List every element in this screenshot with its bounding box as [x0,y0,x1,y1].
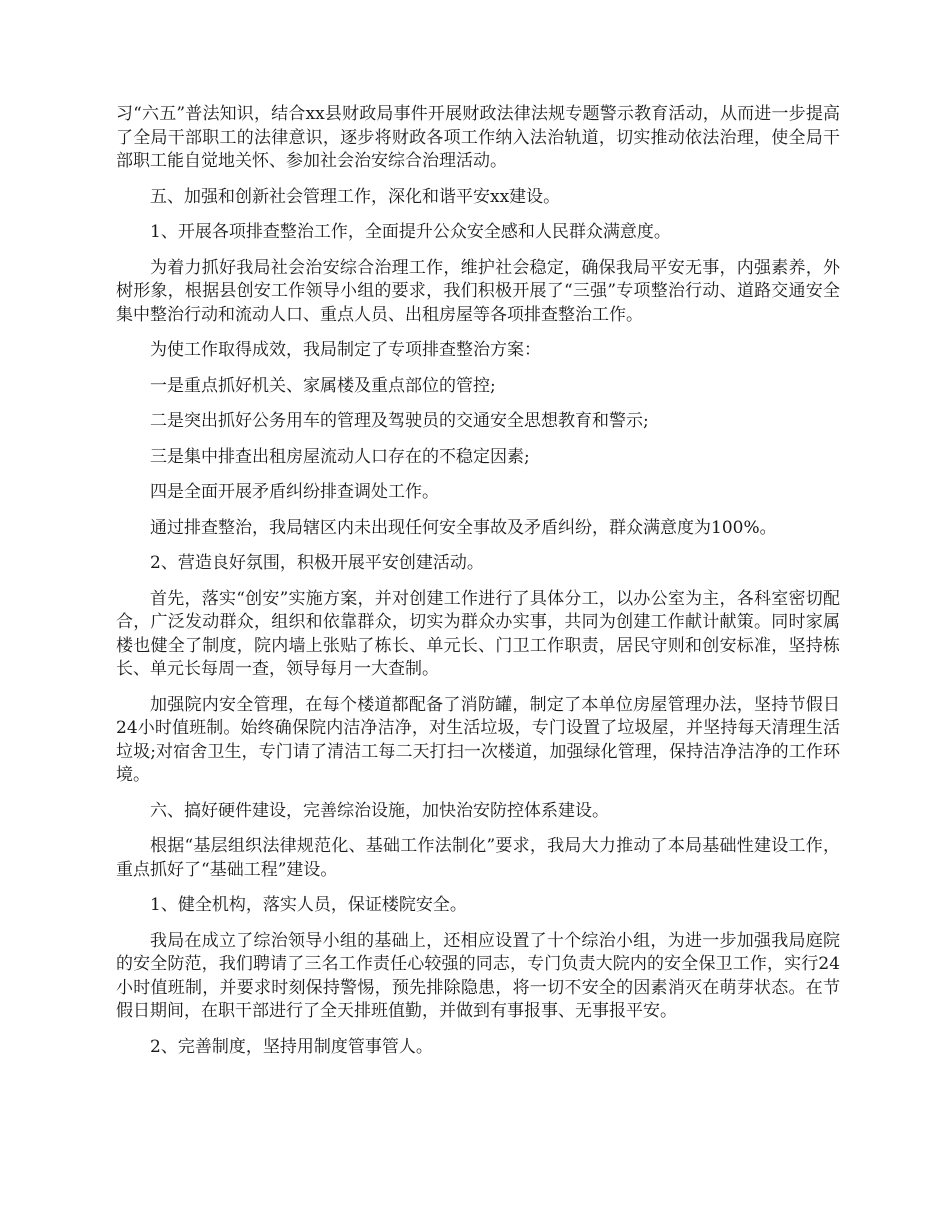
document-body [116,103,840,1071]
section-heading-5: 五、加强和创新社会管理工作，深化和谐平安xx建设。 [150,186,561,207]
section-heading-6: 六、搞好硬件建设，完善综治设施，加快治安防控体系建设。 [150,800,609,821]
subheading-5-1: 1、开展各项排查整治工作，全面提升公众安全感和人民群众满意度。 [150,222,671,242]
list-item: 一是重点抓好机关、家属楼及重点部位的管控; [150,375,496,396]
list-item: 三是集中排查出租房屋流动人口存在的不稳定因素; [150,446,530,467]
list-item: 四是全面开展矛盾纠纷排查调处工作。 [150,482,439,502]
paragraph: 通过排查整治，我局辖区内未出现任何安全事故及矛盾纠纷，群众满意度为100%。 [150,517,777,538]
list-item: 二是突出抓好公务用车的管理及驾驶员的交通安全思想教育和警示; [150,411,649,431]
paragraph-continuation: 习“六五”普法知识，结合xx县财政局事件开展财政法律法规专题警示教育活动，从而进一步提高了全局干部职工的法律意识，逐步将财政各项工作纳入法治轨道，切实推动依法治理，使全局干部职工能自觉地关怀、参加社会治安综合治理活动。 [116,104,840,171]
paragraph: 为使工作取得成效，我局制定了专项排查整治方案： [150,340,541,360]
subheading-6-1: 1、健全机构，落实人员，保证楼院安全。 [150,895,467,915]
paragraph: 为着力抓好我局社会治安综合治理工作，维护社会稳定，确保我局平安无事，内强素养，外树形象，根据县创安工作领导小组的要求，我们积极开展了“三强”专项整治行动、道路交通安全集中整治行动和流动人口、重点人员、出租房屋等各项排查整治工作。 [116,257,840,325]
paragraph: 根据“基层组织法律规范化、基础工作法制化”要求，我局大力推动了本局基础性建设工作，重点抓好了“基础工程”建设。 [116,836,840,880]
paragraph: 加强院内安全管理，在每个楼道都配备了消防罐，制定了本单位房屋管理办法，坚持节假日24小时值班制。始终确保院内洁净洁净，对生活垃圾，专门设置了垃圾屋，并坚持每天清理生活垃圾;对宿舍卫生，专门请了清洁工每二天打扫一次楼道，加强绿化管理，保持洁净洁净的工作环境。 [116,694,840,785]
paragraph: 我局在成立了综治领导小组的基础上，还相应设置了十个综治小组，为进一步加强我局庭院的安全防范，我们聘请了三名工作责任心较强的同志，专门负责大院内的安全保卫工作，实行24小时值班制，并要求时刻保持警惕，预先排除隐患，将一切不安全的因素消灭在萌芽状态。在节假日期间，在职干部进行了全天排班值勤，并做到有事报事、无事报平安。 [116,930,840,1021]
subheading-5-2: 2、营造良好氛围，积极开展平安创建活动。 [150,553,484,573]
subheading-6-2: 2、完善制度，坚持用制度管事管人。 [150,1036,433,1057]
paragraph: 首先，落实“创安”实施方案，并对创建工作进行了具体分工，以办公室为主，各科室密切配合，广泛发动群众，组织和依靠群众，切实为群众办实事，共同为创建工作献计献策。同时家属楼也健全了制度，院内墙上张贴了栋长、单元长、门卫工作职责，居民守则和创安标准，坚持栋长、单元长每周一查，领导每月一大查制。 [116,588,840,679]
